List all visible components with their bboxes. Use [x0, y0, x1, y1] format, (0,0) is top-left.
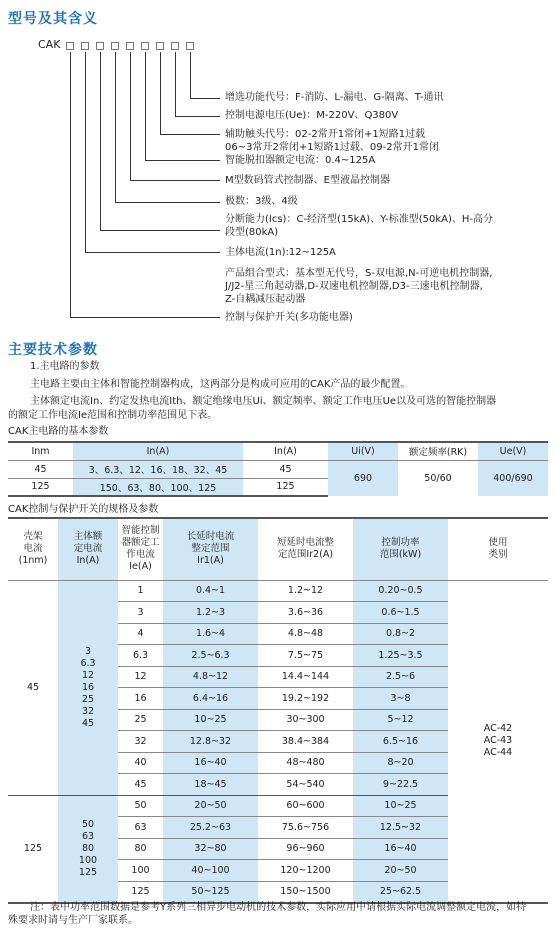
tree-line [145, 160, 220, 161]
table-header-cell: 额定频率(RK) [398, 442, 478, 460]
code-box [156, 42, 164, 50]
spec-table [8, 517, 548, 904]
table-cell: 96~960 [258, 838, 353, 860]
model-item-trip-current: 智能脱扣器额定电流：0.4~125A [225, 155, 376, 166]
table-cell: 45 [118, 774, 163, 796]
table-header-cell: Ui(V) [328, 442, 398, 460]
table-cell: 80 [118, 838, 163, 860]
header-power-range: 控制功率 范围(kW) [353, 518, 448, 580]
table-cell: 63 [118, 817, 163, 839]
table-header-cell: Inm [8, 442, 73, 460]
footnote [8, 901, 548, 927]
table-cell: 48~480 [258, 752, 353, 774]
table-cell: 25.2~63 [163, 817, 258, 839]
code-box [186, 42, 194, 50]
table-cell: 4 [118, 623, 163, 645]
tree-line [100, 52, 101, 230]
paragraph-main-circuit: 主电路主要由主体和智能控制器构成，这两部分是构成可应用的CAK产品的最少配置。 [30, 379, 411, 390]
table-cell: 0.4~1 [163, 580, 258, 602]
table-cell: 16 [118, 688, 163, 710]
model-item-device: 控制与保护开关(多功能电器) [225, 312, 353, 323]
table-cell: 1 [118, 580, 163, 602]
footnote-line: 殊要求时请与生产厂家联系。 [8, 915, 138, 926]
table-cell: 18~45 [163, 774, 258, 796]
table-cell: 10~25 [353, 795, 448, 817]
table-cell: 14.4~144 [258, 666, 353, 688]
section-title-tech: 主要技术参数 [8, 342, 98, 358]
table-cell: 50 [118, 795, 163, 817]
table-cell: 100 [118, 860, 163, 882]
table-cell: 25~62.5 [353, 881, 448, 903]
table-cell: 20~50 [163, 795, 258, 817]
table-cell: 5~12 [353, 709, 448, 731]
table2-caption: CAK控制与保护开关的规格及参数 [8, 504, 159, 515]
table-header-cell: Ue(V) [478, 442, 548, 460]
table-cell: 16~40 [353, 838, 448, 860]
tree-line [175, 52, 176, 116]
table-cell: 6.3 [118, 645, 163, 667]
table-row [8, 580, 548, 602]
table-cell: 150~1500 [258, 881, 353, 903]
table-header-row [8, 518, 548, 580]
table-cell: 6.4~16 [163, 688, 258, 710]
tree-line [160, 134, 220, 135]
table-cell: 150、63、80、100、125 [73, 478, 243, 496]
table-cell: 690 [328, 460, 398, 496]
table-cell: 2.5~6 [353, 666, 448, 688]
table-cell: 1.2~12 [258, 580, 353, 602]
table-row [8, 460, 548, 478]
table-cell: 25 [118, 709, 163, 731]
table-cell: 12 [118, 666, 163, 688]
table-cell: 16~40 [163, 752, 258, 774]
table-cell: 2.5~6.3 [163, 645, 258, 667]
table-cell: 125 [243, 478, 328, 496]
table-cell: 3 [118, 602, 163, 624]
model-item-poles: 极数：3级、4级 [225, 196, 298, 207]
table-cell: 6.5~16 [353, 731, 448, 753]
tree-line [70, 317, 220, 318]
table-cell: 0.8~2 [353, 623, 448, 645]
model-code-prefix: CAK [38, 38, 61, 51]
table-cell: 120~1200 [258, 860, 353, 882]
paragraph-ratings: 主体额定电流In、约定发热电流Ith、额定绝缘电压Ui、额定频率、额定工作电压Ue以及可选的智能控制器 [30, 396, 497, 407]
tree-line [130, 52, 131, 180]
table-cell: 0.6~1.5 [353, 602, 448, 624]
model-item-controller: M型数码管式控制器、E型液晶控制器 [225, 175, 390, 186]
tree-line [190, 52, 191, 98]
table-cell: 32 [118, 731, 163, 753]
model-item-contact: 辅助触头代号：02-2常开1常闭+1短路1过载 [225, 129, 426, 140]
table-cell: 40 [118, 752, 163, 774]
code-box [111, 42, 119, 50]
table-cell: 3.6~36 [258, 602, 353, 624]
table-cell: 54~540 [258, 774, 353, 796]
subheading-main-circuit: 1.主电路的参数 [30, 361, 100, 372]
frame-current-45: 45 [8, 580, 58, 795]
header-controller-current: 智能控制 器额定工 作电流 Ie(A) [118, 518, 163, 580]
table-cell: 4.8~12 [163, 666, 258, 688]
code-box [96, 42, 104, 50]
tree-line [115, 52, 116, 202]
model-item-combination-2: J/J2-星三角起动器,D-双速电机控制器,D3-三速电机控制器, [225, 281, 483, 292]
code-box [171, 42, 179, 50]
table-cell: 45 [8, 460, 73, 478]
table-cell: 20~50 [353, 860, 448, 882]
paragraph-ratings-cont: 的额定工作电流Ie范围和控制功率范围见下表。 [8, 410, 218, 421]
usage-category: AC-42 AC-43 AC-44 [448, 580, 548, 903]
code-box [126, 42, 134, 50]
model-item-combination: 产品组合型式：基本型无代号，S-双电源,N-可逆电机控制器, [225, 268, 493, 279]
model-item-breaking-2: 段型(80kA) [225, 227, 279, 238]
table-cell: 40~100 [163, 860, 258, 882]
tree-line [130, 180, 220, 181]
tree-line [190, 98, 220, 99]
tree-line [160, 52, 161, 134]
tree-line [145, 52, 146, 160]
table-cell: 0.20~0.5 [353, 580, 448, 602]
header-main-current: 主体额 定电流 In(A) [58, 518, 118, 580]
table-cell: 1.2~3 [163, 602, 258, 624]
table-header-row [8, 442, 548, 460]
table-cell: 7.5~75 [258, 645, 353, 667]
tree-line [175, 116, 220, 117]
frame-current-125: 125 [8, 795, 58, 903]
table-cell: 19.2~192 [258, 688, 353, 710]
model-item-main-current: 主体电流(1n):12~125A [225, 247, 336, 258]
model-item-breaking: 分断能力(Ics)：C-经济型(15kA)、Y-标准型(50kA)、H-高分 [225, 214, 494, 225]
table-cell: 12.8~32 [163, 731, 258, 753]
section-title-model: 型号及其含义 [8, 11, 98, 27]
code-box [141, 42, 149, 50]
table-cell: 50~125 [163, 881, 258, 903]
tree-line [115, 202, 220, 203]
table-cell: 38.4~384 [258, 731, 353, 753]
header-category: 使用 类别 [448, 518, 548, 580]
main-circuit-table [8, 441, 548, 497]
header-short-delay: 短延时电流整 定范围Ir2(A) [258, 518, 353, 580]
model-item-function: 增选功能代号：F-消防、L-漏电、G-隔离、T-通讯 [225, 92, 444, 103]
tree-line [85, 252, 220, 253]
footnote-line: 注：表中功率范围数据是参考Y系列三相异步电动机的技术参数，实际应用中请根据实际电流调整额定电流，如特 [30, 902, 527, 913]
table-cell: 3、6.3、12、16、18、32、45 [73, 460, 243, 478]
table-cell: 10~25 [163, 709, 258, 731]
model-item-voltage: 控制电源电压(Ue)：M-220V、Q380V [225, 110, 399, 121]
model-item-combination-3: Z-自耦减压起动器 [225, 294, 306, 305]
table-header-cell: In(A) [243, 442, 328, 460]
table-cell: 45 [243, 460, 328, 478]
code-box [81, 42, 89, 50]
table-cell: 30~300 [258, 709, 353, 731]
table-cell: 400/690 [478, 460, 548, 496]
table-cell: 1.25~3.5 [353, 645, 448, 667]
table-cell: 3~8 [353, 688, 448, 710]
tree-line [85, 52, 86, 252]
table-cell: 9~22.5 [353, 774, 448, 796]
table-cell: 50/60 [398, 460, 478, 496]
code-box [66, 42, 74, 50]
table-cell: 32~80 [163, 838, 258, 860]
table-cell: 4.8~48 [258, 623, 353, 645]
tree-line [70, 52, 71, 317]
tree-line [100, 230, 220, 231]
table-cell: 8~20 [353, 752, 448, 774]
table1-caption: CAK主电路的基本参数 [8, 426, 109, 437]
table-header-cell: In(A) [73, 442, 243, 460]
main-current-list-45: 3 6.3 12 16 25 32 45 [58, 580, 118, 795]
header-frame-current: 壳架 电流 (1nm) [8, 518, 58, 580]
table-cell: 125 [118, 881, 163, 903]
table-cell: 60~600 [258, 795, 353, 817]
main-current-list-125: 50 63 80 100 125 [58, 795, 118, 903]
table-cell: 12.5~32 [353, 817, 448, 839]
table-cell: 75.6~756 [258, 817, 353, 839]
model-item-contact-2: 06~3常开2常闭+1短路1过载、09-2常开1常闭 [225, 142, 439, 153]
header-long-delay: 长延时电流 整定范围 Ir1(A) [163, 518, 258, 580]
table-cell: 125 [8, 478, 73, 496]
table-cell: 1.6~4 [163, 623, 258, 645]
